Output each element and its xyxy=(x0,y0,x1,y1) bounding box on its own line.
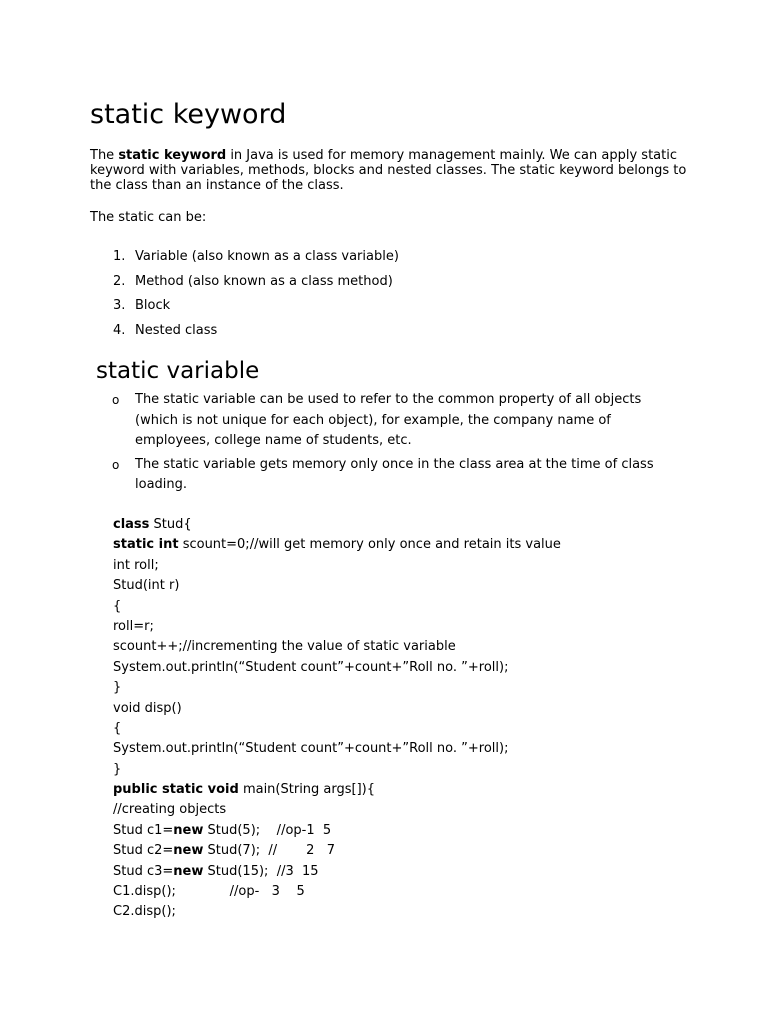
code-line xyxy=(113,841,561,861)
list-item xyxy=(90,297,399,322)
code-line xyxy=(113,719,561,739)
code-text: //creating objects xyxy=(113,802,227,818)
code-line xyxy=(113,617,561,637)
code-text: System.out.println(“Student count”+count+”Roll no. ”+roll); xyxy=(113,659,509,675)
bullet-text: The static variable can be used to refer to the common property of all objects (which is not unique for each object), for example, the company name of employees, college name of students, etc. xyxy=(135,392,642,448)
list-item-text: Nested class xyxy=(135,322,218,338)
code-text: Stud(7); // 2 7 xyxy=(203,843,336,859)
static-can-be-text: The static can be: xyxy=(90,210,207,225)
intro-text-start: The xyxy=(90,148,119,163)
code-text: C1.disp(); //op- 3 5 xyxy=(113,884,305,900)
list-item xyxy=(90,273,399,298)
code-line xyxy=(113,658,561,678)
code-text: { xyxy=(113,598,122,614)
code-text: Stud c3= xyxy=(113,863,174,879)
code-line xyxy=(113,637,561,657)
code-keyword: new xyxy=(173,863,204,879)
list-item-text: Method (also known as a class method) xyxy=(135,273,393,289)
code-text: roll=r; xyxy=(113,618,154,634)
code-text: Stud c1= xyxy=(113,822,174,838)
code-text: int roll; xyxy=(113,557,159,573)
code-line xyxy=(113,678,561,698)
code-keyword: static int xyxy=(113,537,179,553)
code-text: void disp() xyxy=(113,700,182,716)
intro-text-end: in Java is used for memory management mainly. We can apply static keyword with variables, methods, blocks and nested classes. The static keyword belongs to the class than an instance of the class. xyxy=(90,148,687,193)
code-line xyxy=(113,515,561,535)
code-line xyxy=(113,535,561,555)
code-keyword: new xyxy=(173,843,204,859)
code-text: } xyxy=(113,761,122,777)
list-item-text: Block xyxy=(135,298,171,313)
code-line xyxy=(113,902,561,922)
code-keyword: new xyxy=(173,822,204,838)
list-item xyxy=(90,248,399,273)
code-text: Stud c2= xyxy=(113,843,174,859)
code-line xyxy=(113,882,561,902)
list-item xyxy=(90,322,399,347)
page-title: static keyword xyxy=(90,99,287,130)
list-number: 4. xyxy=(113,322,126,338)
intro-paragraph xyxy=(90,148,690,193)
code-line xyxy=(113,800,561,820)
code-text: { xyxy=(113,720,122,736)
bullet-text: The static variable gets memory only once in the class area at the time of class loading. xyxy=(135,456,654,492)
section-title: static variable xyxy=(96,358,260,384)
code-text: C2.disp(); xyxy=(113,904,176,920)
code-text: main(String args[]){ xyxy=(238,782,376,798)
code-text: scount=0;//will get memory only once and retain its value xyxy=(178,537,561,553)
bullet-marker: o xyxy=(112,393,120,407)
code-text: Stud(15); //3 15 xyxy=(203,863,319,879)
code-keyword: public static void xyxy=(113,782,239,798)
code-line xyxy=(113,597,561,617)
code-text: Stud(5); //op-1 5 xyxy=(203,822,332,838)
bullet-marker: o xyxy=(112,457,120,472)
code-text: } xyxy=(113,680,122,696)
code-block xyxy=(113,515,561,923)
code-line xyxy=(113,821,561,841)
code-line xyxy=(113,760,561,780)
list-item-text: Variable (also known as a class variable) xyxy=(135,249,399,264)
bullet-item xyxy=(112,455,687,496)
list-number: 2. xyxy=(113,273,126,289)
bullet-item xyxy=(112,390,687,452)
code-line xyxy=(113,556,561,576)
code-text: Stud(int r) xyxy=(113,578,180,594)
code-line xyxy=(113,862,561,882)
numbered-list xyxy=(90,248,399,346)
list-number: 3. xyxy=(113,298,126,313)
intro-keyword-bold: static keyword xyxy=(118,148,227,163)
list-number: 1. xyxy=(113,249,126,264)
code-text: System.out.println(“Student count”+count+”Roll no. ”+roll); xyxy=(113,741,509,757)
code-text: Stud{ xyxy=(149,517,192,532)
code-text: scount++;//incrementing the value of static variable xyxy=(113,639,456,655)
code-keyword: class xyxy=(113,517,150,532)
code-line xyxy=(113,739,561,759)
code-line xyxy=(113,780,561,800)
bullet-list xyxy=(112,390,687,499)
code-line xyxy=(113,699,561,719)
code-line xyxy=(113,576,561,596)
